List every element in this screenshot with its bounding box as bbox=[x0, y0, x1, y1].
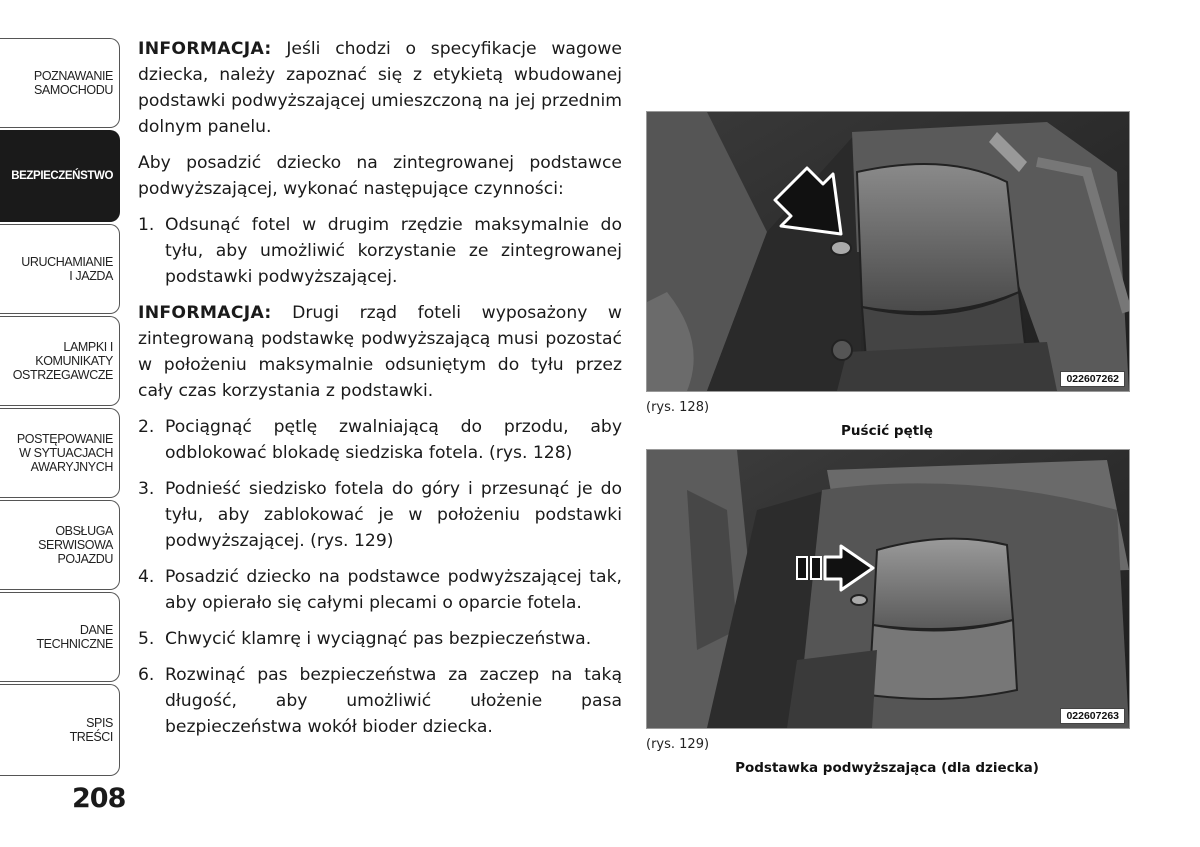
tab-dane-techniczne[interactable] bbox=[0, 592, 120, 682]
figure-128-seat-release-loop bbox=[646, 111, 1130, 392]
tab-label: LAMPKI I KOMUNIKATY OSTRZEGAWCZE bbox=[12, 340, 113, 382]
step-number: 3. bbox=[138, 479, 155, 499]
tab-label: OBSŁUGA SERWISOWA POJAZDU bbox=[38, 524, 113, 566]
figure-ref: (rys. 129) bbox=[646, 737, 710, 752]
step-number: 5. bbox=[138, 629, 155, 649]
info-note-1 bbox=[138, 36, 622, 140]
step-text: Posadzić dziecko na podstawce podwyższającej tak, aby opierało się całymi plecami o oparcie fotela. bbox=[165, 567, 622, 613]
tab-obsluga-serwisowa[interactable] bbox=[0, 500, 120, 590]
tab-label: BEZPIECZEŃSTWO bbox=[11, 170, 113, 182]
info-label: INFORMACJA: bbox=[138, 39, 272, 59]
main-text bbox=[138, 36, 622, 750]
figure-code: 022607263 bbox=[1060, 708, 1125, 724]
info-text: Drugi rząd foteli wyposażony w zintegrowaną podstawkę podwyższającą musi pozostać w położeniu maksymalnie odsuniętym do tyłu przez cały czas korzystania z podstawki. bbox=[138, 303, 622, 401]
tab-poznawanie-samochodu[interactable] bbox=[0, 38, 120, 128]
step-number: 2. bbox=[138, 417, 155, 437]
tab-postepowanie-awaryjne[interactable] bbox=[0, 408, 120, 498]
step-1 bbox=[138, 212, 622, 290]
tab-uruchamianie-i-jazda[interactable] bbox=[0, 224, 120, 314]
page-number: 208 bbox=[72, 783, 126, 814]
tab-label: DANE TECHNICZNE bbox=[36, 623, 113, 651]
figure-code: 022607262 bbox=[1060, 371, 1125, 387]
figure-caption: Puścić pętlę bbox=[841, 423, 933, 439]
figure-129-booster-seat bbox=[646, 449, 1130, 729]
tab-bezpieczenstwo[interactable] bbox=[0, 130, 120, 222]
tab-label: URUCHAMIANIE I JAZDA bbox=[21, 255, 113, 283]
step-text: Chwycić klamrę i wyciągnąć pas bezpieczeństwa. bbox=[165, 629, 592, 649]
info-note-2 bbox=[138, 300, 622, 404]
tab-label: SPIS TREŚCI bbox=[69, 716, 113, 744]
step-5 bbox=[138, 626, 622, 652]
step-text: Pociągnąć pętlę zwalniającą do przodu, aby odblokować blokadę siedziska fotela. (rys. 128) bbox=[165, 417, 622, 463]
seat-illustration-2 bbox=[647, 450, 1129, 728]
tab-spis-tresci[interactable] bbox=[0, 684, 120, 776]
figure-ref: (rys. 128) bbox=[646, 400, 710, 415]
seat-illustration-1 bbox=[647, 112, 1129, 391]
figure-caption: Podstawka podwyższająca (dla dziecka) bbox=[735, 760, 1039, 776]
tab-label: POSTĘPOWANIE W SYTUACJACH AWARYJNYCH bbox=[16, 432, 113, 474]
tab-label: POZNAWANIE SAMOCHODU bbox=[33, 69, 113, 97]
step-number: 1. bbox=[138, 215, 155, 235]
intro-paragraph: Aby posadzić dziecko na zintegrowanej podstawce podwyższającej, wykonać następujące czynności: bbox=[138, 153, 622, 199]
info-text: Jeśli chodzi o specyfikacje wagowe dziecka, należy zapoznać się z etykietą wbudowanej podstawki podwyższającej umieszczoną na jej przednim dolnym panelu. bbox=[138, 39, 622, 137]
tab-lampki-i-komunikaty[interactable] bbox=[0, 316, 120, 406]
step-4 bbox=[138, 564, 622, 616]
step-3 bbox=[138, 476, 622, 554]
step-text: Podnieść siedzisko fotela do góry i przesunąć je do tyłu, aby zablokować je w położeniu podstawki podwyższającej. (rys. 129) bbox=[165, 479, 622, 551]
step-2 bbox=[138, 414, 622, 466]
step-text: Odsunąć fotel w drugim rzędzie maksymalnie do tyłu, aby umożliwić korzystanie ze zintegrowanej podstawki podwyższającej. bbox=[165, 215, 622, 287]
step-number: 6. bbox=[138, 665, 155, 685]
step-number: 4. bbox=[138, 567, 155, 587]
info-label: INFORMACJA: bbox=[138, 303, 272, 323]
step-text: Rozwinąć pas bezpieczeństwa za zaczep na taką długość, aby umożliwić ułożenie pasa bezpieczeństwa wokół bioder dziecka. bbox=[165, 665, 622, 737]
step-6 bbox=[138, 662, 622, 740]
